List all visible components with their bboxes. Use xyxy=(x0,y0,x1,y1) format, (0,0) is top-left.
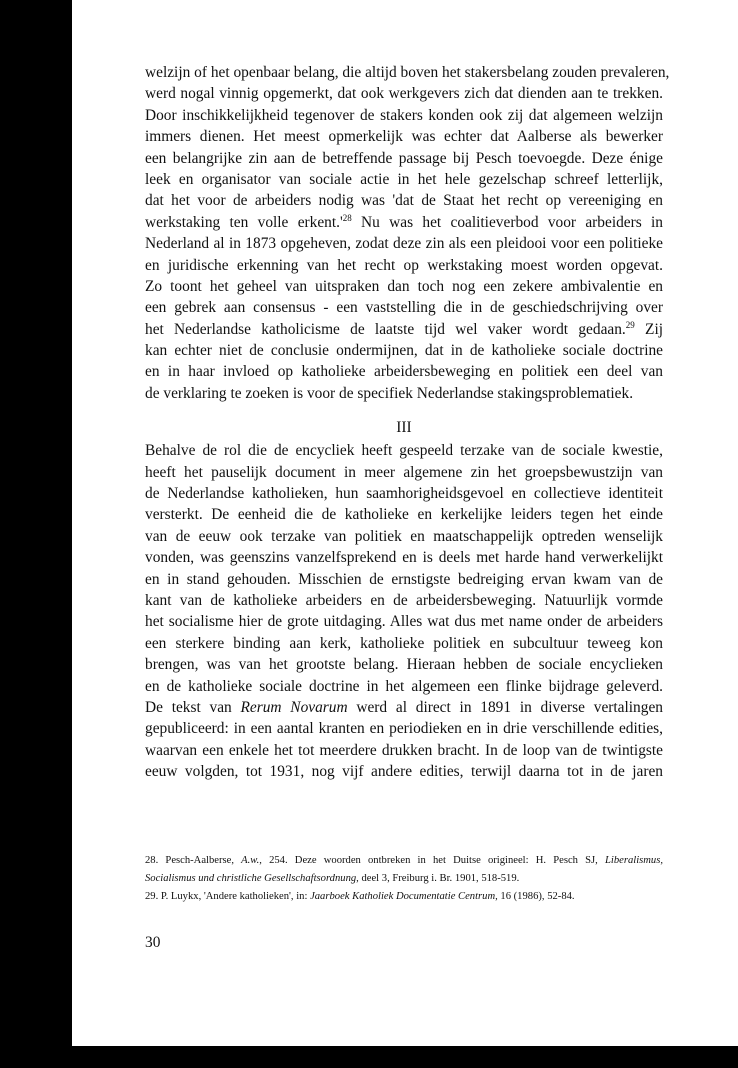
text-line: heeft het pauselijk document in meer algemene zin het groepsbewustzijn van xyxy=(145,463,663,481)
text-line: waarvan een enkele het tot meerdere drukken bracht. In de loop van de twintigste xyxy=(145,741,663,759)
text-line: eeuw volgden, tot 1931, nog vijf andere edities, terwijl daarna tot in de jaren xyxy=(145,763,663,781)
text-line: kant van de katholieke arbeiders en de arbeidersbeweging. Natuurlijk vormde xyxy=(145,591,663,609)
text-segment: Socialismus und christliche Gesellschaftsordnung, xyxy=(145,873,359,884)
text-segment: Jaarboek Katholiek Documentatie Centrum, xyxy=(310,891,498,902)
page-number: 30 xyxy=(145,934,161,951)
text-segment: , 254. Deze woorden ontbreken in het Duitse origineel: H. Pesch SJ, xyxy=(259,855,606,866)
text-line: welzijn of het openbaar belang, die altijd boven het stakersbelang zouden prevaleren, xyxy=(145,64,670,81)
page-body xyxy=(145,62,670,783)
text-line: een sterkere binding aan kerk, katholieke politiek en subcultuur teweeg kon xyxy=(145,634,663,652)
footnote-ref-28[interactable]: 28 xyxy=(342,212,352,223)
text-segment: A.w. xyxy=(241,855,260,866)
footnote-ref-29[interactable]: 29 xyxy=(625,319,635,330)
footnotes xyxy=(145,852,663,906)
text-line: kan echter niet de conclusie ondermijnen, dat in de katholieke sociale doctrine xyxy=(145,342,663,360)
text-segment: 28. Pesch-Aalberse, xyxy=(145,855,242,866)
encyclical-title: Rerum Novarum xyxy=(240,698,348,716)
text-line: gepubliceerd: in een aantal kranten en periodieken en in drie verschillende edities, xyxy=(145,720,663,738)
text-line: de Nederlandse katholieken, hun saamhorigheidsgevoel en collectieve identiteit xyxy=(145,485,663,503)
text-line: het socialisme hier de grote uitdaging. Alles wat dus met name onder de arbeiders xyxy=(145,613,663,631)
text-segment: werkstaking ten volle erkent.' xyxy=(145,213,343,231)
text-line: en de katholieke sociale doctrine in het algemeen een flinke bijdrage geleverd. xyxy=(145,677,663,695)
text-segment: Zij xyxy=(634,320,663,338)
scan-bottom-border xyxy=(0,1046,738,1068)
text-line: vonden, was geenszins vanzelfsprekend en is deels met harde hand verwerkelijkt xyxy=(145,549,663,567)
text-segment: 29. P. Luykx, 'Andere katholieken', in: xyxy=(145,891,311,902)
text-line: een gebrek aan consensus - een vaststelling die in de geschiedschrijving over xyxy=(145,299,663,317)
text-line: dat het voor de arbeiders nodig was 'dat de Staat het recht op vereeniging en xyxy=(145,192,663,210)
text-line: immers dienen. Het meest opmerkelijk was echter dat Aalberse als bewerker xyxy=(145,128,663,146)
scan-left-border xyxy=(0,0,72,1068)
text-line xyxy=(145,212,663,233)
text-segment: 16 (1986), 52-84. xyxy=(497,891,575,902)
text-line xyxy=(145,319,663,340)
paragraph-2 xyxy=(145,440,663,782)
text-line: van de eeuw ook terzake van politiek en maatschappelijk optreden wenselijk xyxy=(145,527,663,545)
footnote-28 xyxy=(145,852,663,870)
paragraph-1 xyxy=(145,62,670,404)
text-line: en juridische erkenning van het recht op werkstaking moest worden opgevat. xyxy=(145,256,663,274)
text-line: versterkt. De eenheid die de katholieke en kerkelijke leiders tegen het einde xyxy=(145,506,663,524)
text-line: en in haar invloed op katholieke arbeidersbeweging en politiek een deel van xyxy=(145,363,663,381)
text-segment: De tekst van xyxy=(145,698,241,716)
text-line: Zo toont het geheel van uitspraken dan toch nog een zekere ambivalentie en xyxy=(145,277,663,295)
text-line: Nederland al in 1873 opgeheven, zodat deze zin als een pleidooi voor een politieke xyxy=(145,235,663,253)
footnote-28-continued xyxy=(145,870,663,888)
text-line xyxy=(145,697,663,718)
text-segment: deel 3, Freiburg i. Br. 1901, 518-519. xyxy=(358,873,520,884)
text-line: de verklaring te zoeken is voor de specifiek Nederlandse stakingsproblematiek. xyxy=(145,384,634,402)
text-line: brengen, was van het grootste belang. Hieraan hebben de sociale encyclieken xyxy=(145,656,663,674)
text-line: leek en organisator van sociale actie in het hele gezelschap schreef letterlijk, xyxy=(145,170,663,188)
section-heading: III xyxy=(396,419,412,437)
text-line: Door inschikkelijkheid tegenover de stakers konden ook zij dat algemeen welzijn xyxy=(145,106,663,124)
text-segment: het Nederlandse katholicisme de laatste tijd wel vaker wordt gedaan. xyxy=(145,320,626,338)
text-segment: Nu was het coalitieverbod voor arbeiders in xyxy=(351,213,663,231)
text-line: en in stand gehouden. Misschien de ernstigste bedreiging ervan kwam van de xyxy=(145,570,663,588)
text-line: werd nogal vinnig opgemerkt, dat ook werkgevers zich dat dienden aan te trekken. xyxy=(145,85,663,103)
footnote-29 xyxy=(145,888,663,906)
text-segment: Liberalismus, xyxy=(605,855,663,866)
text-line: Behalve de rol die de encycliek heeft gespeeld terzake van de sociale kwestie, xyxy=(145,442,663,460)
text-segment: werd al direct in 1891 in diverse vertalingen xyxy=(356,698,663,716)
text-line: een belangrijke zin aan de betreffende passage bij Pesch toevoegde. Deze énige xyxy=(145,149,663,167)
